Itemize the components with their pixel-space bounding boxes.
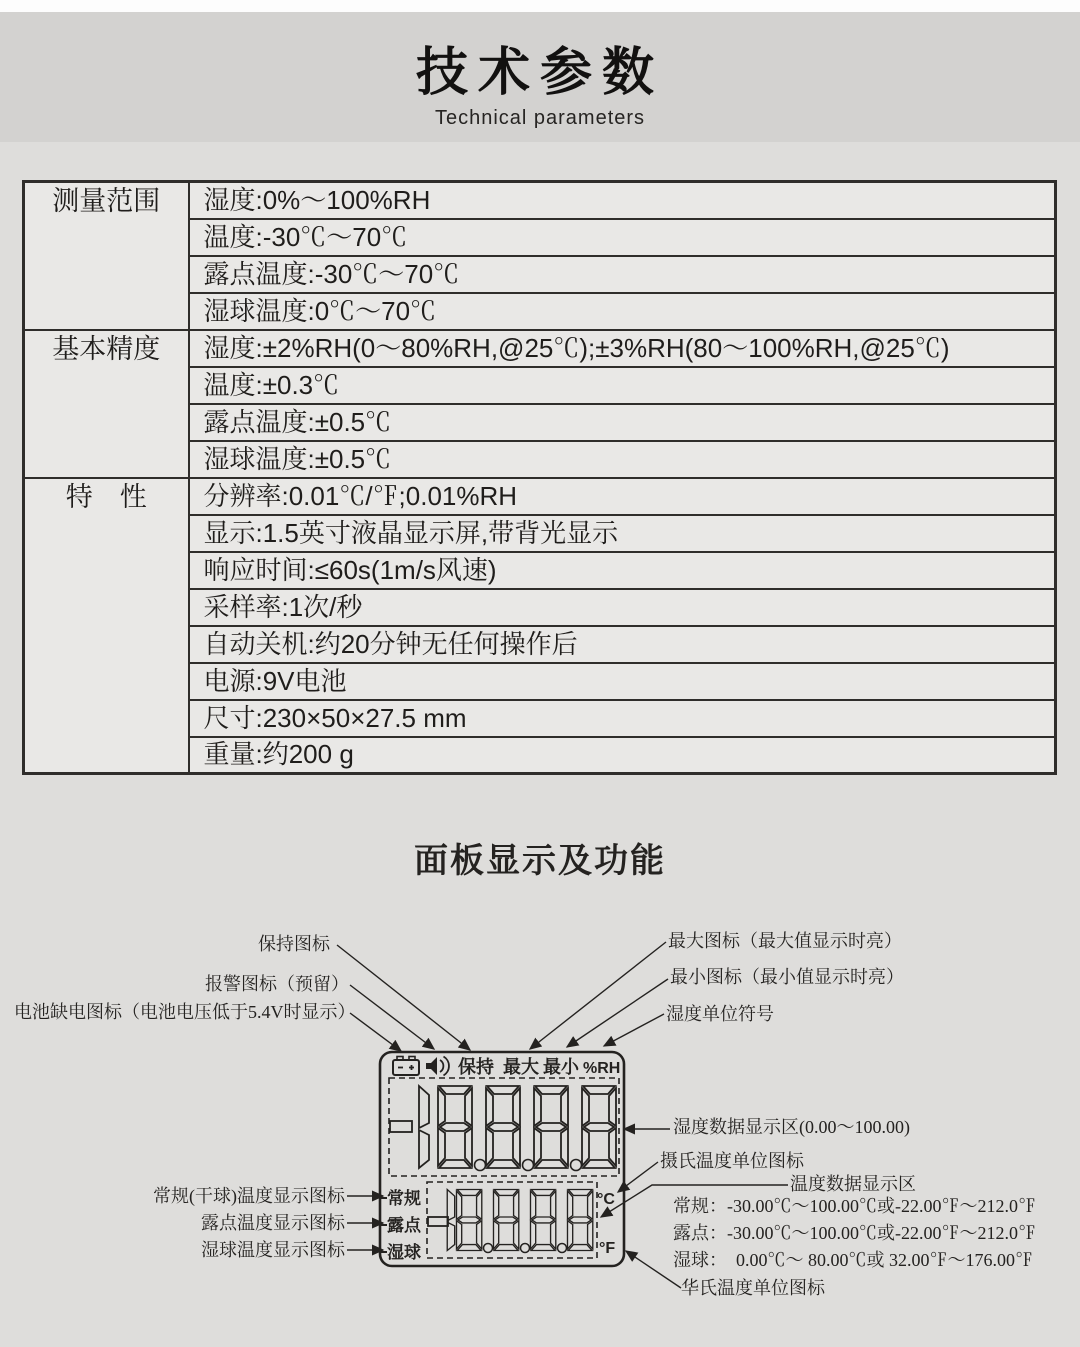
table-row [24,330,1056,367]
callout-range-dew: 露点：-30.00℃～100.00℃或-22.00℉～212.0℉ [673,1223,1036,1243]
minus-sign [428,1217,448,1226]
decimal-point [521,1244,530,1253]
group-label-accuracy: 基本精度 [24,330,189,478]
lcd-max-label: 最大 [503,1057,539,1077]
spec-cell: 湿度:±2%RH(0～80%RH,@25℃);±3%RH(80～100%RH,@25℃) [189,330,1056,367]
callout-hold-icon: 保持图标 [258,934,330,954]
callout-alarm-icon: 报警图标（预留） [205,974,349,994]
lcd-panel [376,1048,628,1270]
top-white-strip [0,0,1080,12]
speaker-icon [426,1057,449,1076]
digit-eight [493,1189,518,1250]
table-row [24,478,1056,515]
celsius-unit-icon: °C [597,1191,615,1208]
spec-cell: 温度:-30℃～70℃ [189,219,1056,256]
callout-humidity-area: 湿度数据显示区(0.00～100.00) [673,1117,910,1137]
spec-cell: 显示:1.5英寸液晶显示屏,带背光显示 [189,515,1056,552]
callout-battery-low-icon: 电池缺电图标（电池电压低于5.4V时显示） [14,1002,356,1022]
lcd-dew-label: 露点 [387,1216,421,1235]
decimal-point [558,1244,567,1253]
spec-cell: 湿度:0%～100%RH [189,182,1056,219]
decimal-point [475,1160,486,1171]
callout-dew-temp-icon: 露点温度显示图标 [201,1213,345,1233]
lcd-min-label: 最小 [543,1057,579,1077]
callout-wet-temp-icon: 湿球温度显示图标 [201,1240,345,1260]
spec-cell: 露点温度:-30℃～70℃ [189,256,1056,293]
digit-eight [582,1086,616,1168]
lcd-wet-label: 湿球 [387,1243,421,1262]
digit-eight [530,1189,555,1250]
spec-cell: 温度:±0.3℃ [189,367,1056,404]
spec-cell: 采样率:1次/秒 [189,589,1056,626]
digit-eight [456,1189,481,1250]
lcd-rh-label: %RH [583,1060,621,1077]
digit-eight [567,1189,592,1250]
minus-sign [390,1121,412,1132]
digit-eight [486,1086,520,1168]
callout-fahrenheit-icon: 华氏温度单位图标 [681,1278,825,1298]
digit-eight [534,1086,568,1168]
spec-table [22,180,1057,775]
callout-max-icon: 最大图标（最大值显示时亮） [668,931,902,951]
page-header [0,12,1080,142]
page-title: 技术参数 [415,44,664,102]
spec-cell: 尺寸:230×50×27.5 mm [189,700,1056,737]
callout-range-normal: 常规：-30.00℃～100.00℃或-22.00℉～212.0℉ [673,1196,1036,1216]
spec-cell: 自动关机:约20分钟无任何操作后 [189,626,1056,663]
decimal-point [484,1244,493,1253]
lcd-normal-label: 常规 [387,1189,421,1208]
panel-diagram [0,900,1080,1347]
spec-cell: 响应时间:≤60s(1m/s风速) [189,552,1056,589]
spec-cell: 重量:约200 g [189,737,1056,774]
table-row [24,182,1056,219]
lcd-hold-label: 保持 [458,1057,494,1077]
callout-humidity-unit: 湿度单位符号 [666,1004,774,1024]
digit-one [419,1086,429,1168]
spec-cell: 湿球温度:±0.5℃ [189,441,1056,478]
spec-cell: 电源:9V电池 [189,663,1056,700]
spec-cell: 湿球温度:0℃～70℃ [189,293,1056,330]
group-label-measure-range: 测量范围 [24,182,189,330]
callout-normal-temp-icon: 常规(干球)温度显示图标 [153,1186,345,1206]
decimal-point [523,1160,534,1171]
battery-icon [393,1057,419,1076]
spec-cell: 分辨率:0.01℃/℉;0.01%RH [189,478,1056,515]
digit-one [447,1189,454,1250]
callout-temp-area-title: 温度数据显示区 [790,1174,916,1194]
panel-section-title: 面板显示及功能 [414,842,666,880]
callout-min-icon: 最小图标（最小值显示时亮） [670,967,904,987]
spec-cell: 露点温度:±0.5℃ [189,404,1056,441]
decimal-point [571,1160,582,1171]
digit-eight [438,1086,472,1168]
page-subtitle: Technical parameters [434,107,646,129]
callout-celsius-icon: 摄氏温度单位图标 [660,1151,804,1171]
callout-range-wet: 湿球： 0.00℃～ 80.00℃或 32.00℉～176.00℉ [673,1250,1033,1270]
fahrenheit-unit-icon: °F [599,1240,616,1257]
group-label-features: 特 性 [24,478,189,774]
